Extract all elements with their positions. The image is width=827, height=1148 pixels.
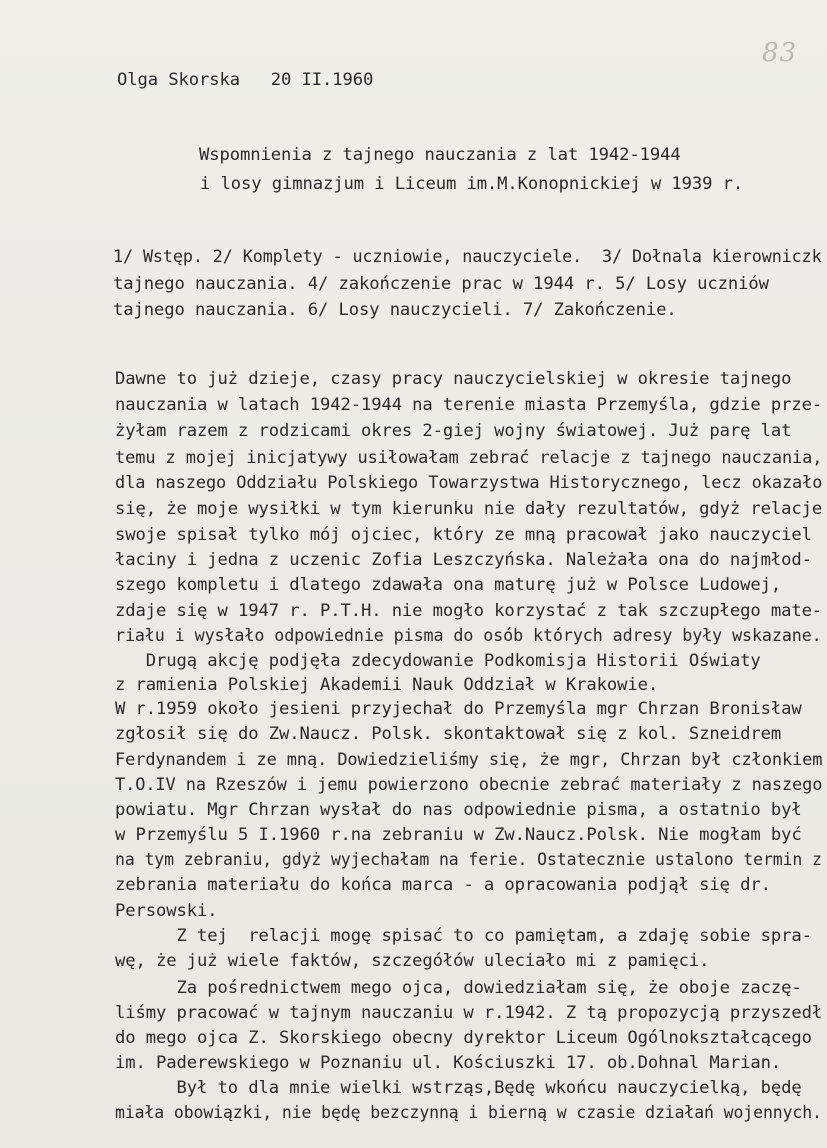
body-line: łaciny i jedna z uczenic Zofia Leszczyńska. Należała ona do najmłod- — [115, 550, 812, 570]
body-line: dla naszego Oddziału Polskiego Towarzystwa Historycznego, lecz okazało — [115, 473, 823, 493]
body-line: się, że moje wysiłki w tym kierunku nie dały rezultatów, gdyż relacje — [115, 499, 823, 519]
body-line: im. Paderewskiego w Poznaniu ul. Kościuszki 17. ob.Dohnal Marian. — [115, 1053, 782, 1073]
body-line: T.O.IV na Rzeszów i jemu powierzono obecnie zebrać materiały z naszego — [115, 775, 823, 795]
outline-line-1: 1/ Wstęp. 2/ Komplety - uczniowie, nauczyciele. 3/ Dołnala kierowniczk — [113, 247, 822, 267]
body-line: liśmy pracować w tajnym nauczaniu w r.1942. Z tą propozycją przyszedł — [115, 1003, 823, 1023]
body-line: wę, że już wiele faktów, szczegółów uleciało mi z pamięci. — [115, 951, 710, 971]
page-number: 83 — [762, 38, 798, 68]
body-line: w Przemyślu 5 I.1960 r.na zebraniu w Zw.Naucz.Polsk. Nie mogłam być — [115, 825, 802, 845]
body-line: W r.1959 około jesieni przyjechał do Przemyśla mgr Chrzan Bronisław — [115, 699, 802, 719]
body-line: szego kompletu i dlatego zdawała ona maturę już w Polsce Ludowej, — [115, 575, 782, 595]
title-line-2: i losy gimnazjum i Liceum im.M.Konopnickiej w 1939 r. — [200, 174, 744, 194]
body-line: zgłosił się do Zw.Naucz. Polsk. skontaktował się z kol. Szneidrem — [115, 724, 782, 744]
body-line: riału i wysłało odpowiednie pisma do osób których adresy były wskazane. — [115, 626, 822, 646]
body-line: powiatu. Mgr Chrzan wysłał do nas odpowiednie pisma, a ostatnio był — [115, 800, 802, 820]
body-line: Za pośrednictwem mego ojca, dowiedziałam się, że oboje zaczę- — [115, 978, 802, 998]
outline-line-2: tajnego nauczania. 4/ zakończenie prac w 1944 r. 5/ Losy uczniów — [113, 274, 769, 294]
outline-line-3: tajnego nauczania. 6/ Losy nauczycieli. 7/ Zakończenie. — [113, 300, 677, 320]
body-line: swoje spisał tylko mój ojciec, który ze mną pracował jako nauczyciel — [115, 525, 812, 545]
body-line: zdaje się w 1947 r. P.T.H. nie mogło korzystać z tak szczupłego mate- — [115, 601, 823, 621]
body-line: Ferdynandem i ze mną. Dowiedzieliśmy się, że mgr, Chrzan był członkiem — [115, 750, 823, 770]
body-line: Persowski. — [115, 901, 218, 921]
body-line: temu z mojej inicjatywy usiłowałam zebrać relacje z tajnego nauczania, — [115, 448, 823, 468]
body-line: na tym zebraniu, gdyż wyjechałam na ferie. Ostatecznie ustalono termin z — [115, 850, 822, 870]
body-line: z ramienia Polskiej Akademii Nauk Oddział w Krakowie. — [115, 675, 659, 695]
body-line: do mego ojca Z. Skorskiego obecny dyrektor Liceum Ogólnokształcącego — [115, 1028, 812, 1048]
author-date-header: Olga Skorska 20 II.1960 — [117, 70, 374, 90]
body-line: Z tej relacji mogę spisać to co pamiętam, a zdaję sobie spra- — [115, 926, 812, 946]
body-line: zebrania materiału do końca marca - a opracowania podjął się dr. — [115, 875, 771, 895]
body-line: nauczania w latach 1942-1944 na terenie miasta Przemyśla, gdzie prze- — [115, 395, 823, 415]
body-line: miała obowiązki, nie będę bezczynną i bierną w czasie działań wojennych. — [115, 1103, 822, 1123]
body-line: żyłam razem z rodzicami okres 2-giej wojny światowej. Już parę lat — [115, 421, 792, 441]
body-line: Dawne to już dzieje, czasy pracy nauczycielskiej w okresie tajnego — [115, 369, 792, 389]
body-line: Był to dla mnie wielki wstrząs,Będę wkońcu nauczycielką, będę — [115, 1078, 802, 1098]
body-line: Drugą akcję podjęła zdecydowanie Podkomisja Historii Oświaty — [115, 651, 761, 671]
title-line-1: Wspomnienia z tajnego nauczania z lat 1942-1944 — [199, 145, 681, 165]
